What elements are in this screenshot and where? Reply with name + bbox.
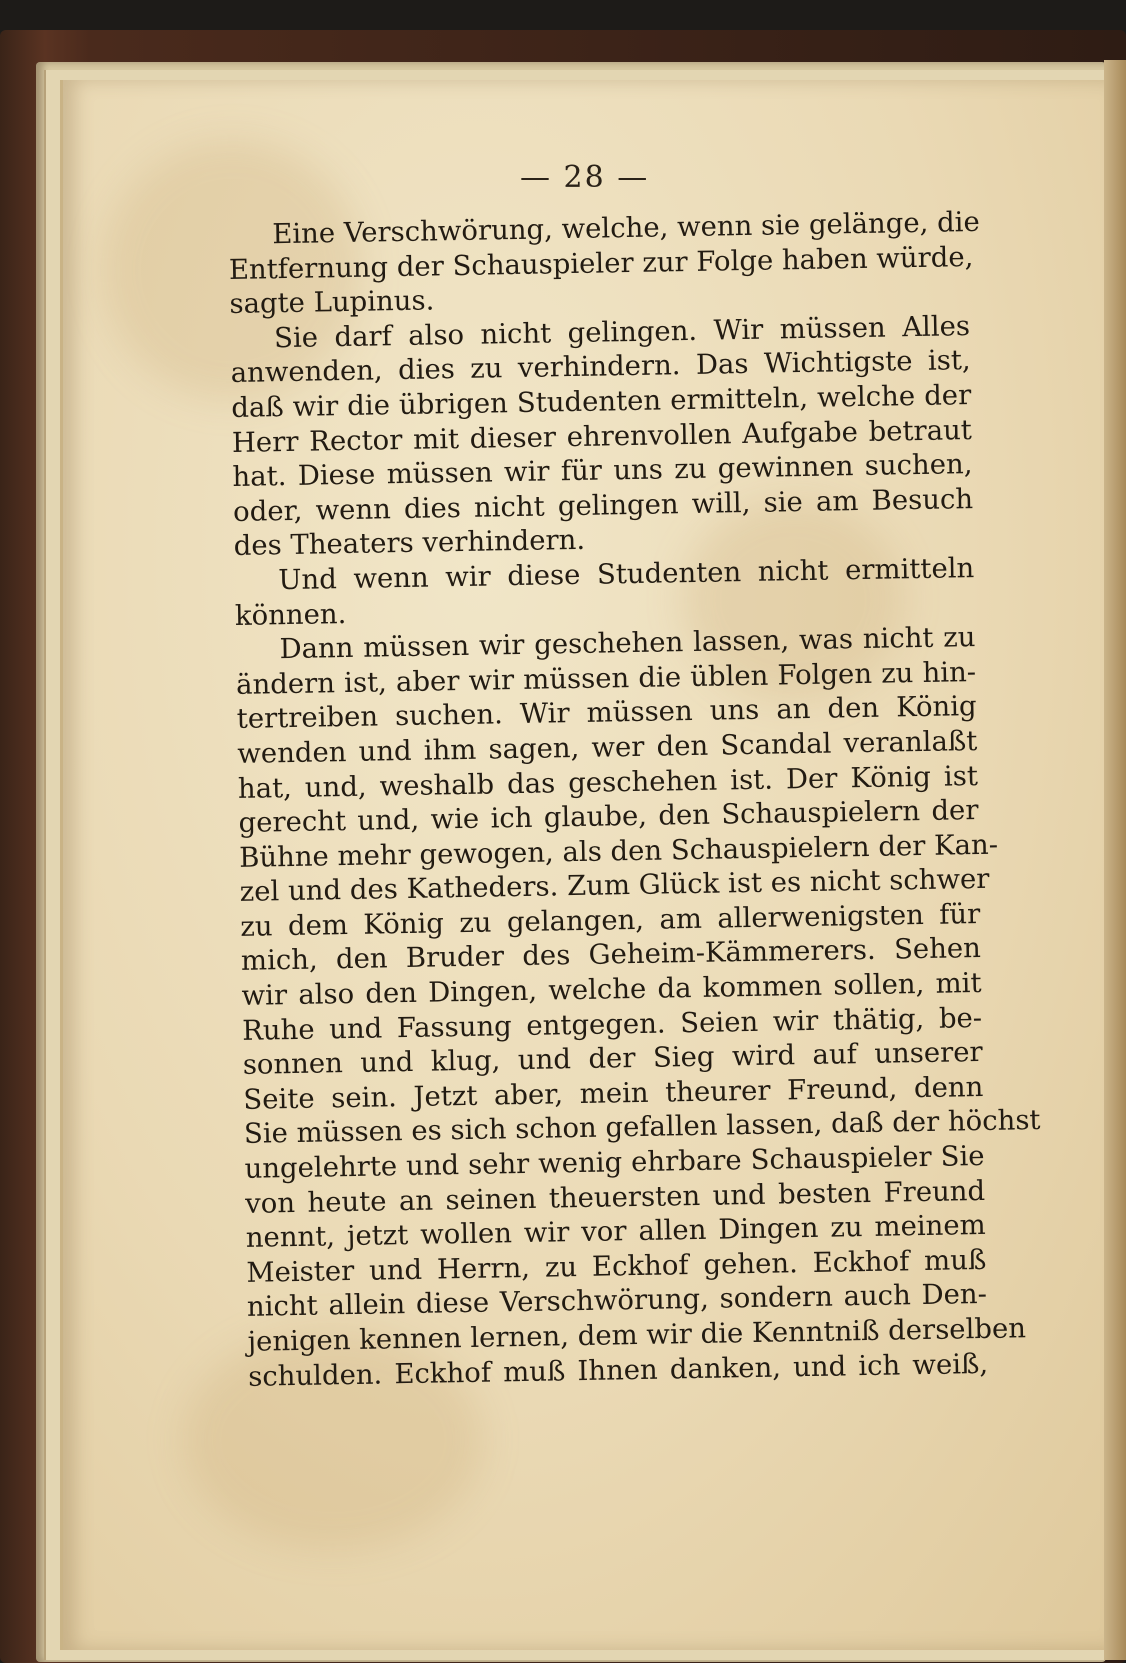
text-line: Sie müssen es sich schon gefallen lassen, daß der höchst [243,1104,1041,1151]
text-line: jenigen kennen lernen, dem wir die Kenntniß derselben [247,1312,1027,1358]
text-line: hat, und, weshalb das geschehen ist. Der König ist [237,759,979,805]
text-line: Ruhe und Fassung entgegen. Seien wir thätig, be- [241,1001,983,1047]
text-line: ändern ist, aber wir müssen die üblen Folgen zu hin- [235,655,977,701]
text-line: ungelehrte und sehr wenig ehrbare Schauspieler Sie [244,1139,985,1185]
text-line: Eine Verschwörung, welche, wenn sie gelänge, die [272,205,980,251]
page-number: — 28 — [520,160,650,195]
text-line: nicht allein diese Verschwörung, sondern auch Den- [246,1278,988,1324]
text-line: zel und des Katheders. Zum Glück ist es nicht schwer [239,863,990,909]
text-line: tertreiben suchen. Wir müssen uns an den König [236,690,977,736]
text-line: sagte Lupinus. [229,284,435,321]
text-line: gerecht und, wie ich glaube, den Schauspielern der [238,794,979,839]
text-line: sonnen und klug, und der Sieg wird auf unserer [242,1036,983,1082]
text-line: Dann müssen wir geschehen lassen, was nicht zu [279,621,976,666]
text-line: Entfernung der Schauspieler zur Folge haben würde, [228,240,974,286]
text-line: hat. Diese müssen wir für uns zu gewinnen suchen, [232,448,973,494]
text-line: Und wenn wir diese Studenten nicht ermitteln [278,551,975,597]
text-line: Sie darf also nicht gelingen. Wir müssen Alles [273,309,971,354]
text-line: können. [234,597,347,632]
text-line: mich, den Bruder des Geheim-Kämmerers. Sehen [240,932,982,978]
body-text [228,205,1041,1394]
text-line: Bühne mehr gewogen, als den Schauspielern der Kan- [238,828,999,874]
text-line: anwenden, dies zu verhindern. Das Wichtigste ist, [230,344,971,390]
text-line: Seite sein. Jetzt aber, mein theurer Freund, denn [243,1070,984,1116]
text-line: daß wir die übrigen Studenten ermitteln, welche der [231,379,972,424]
text-line: von heute an seinen theuersten und besten Freund [244,1174,986,1220]
text-line: oder, wenn dies nicht gelingen will, sie am Besuch [232,482,974,528]
text-line: wir also den Dingen, welche da kommen sollen, mit [241,967,982,1012]
next-page-edge [1104,60,1126,1660]
text-line: Herr Rector mit dieser ehrenvollen Aufgabe betraut [231,413,973,459]
text-line: Meister und Herrn, zu Eckhof gehen. Eckhof muß [246,1243,987,1289]
text-line: wenden und ihm sagen, wer den Scandal veranlaßt [237,724,978,770]
text-line: nennt, jetzt wollen wir vor allen Dingen zu meinem [245,1209,986,1255]
text-line: des Theaters verhindern. [233,524,586,563]
text-line: zu dem König zu gelangen, am allerwenigsten für [240,897,981,943]
text-line: schulden. Eckhof muß Ihnen danken, und ich weiß, [247,1347,989,1393]
